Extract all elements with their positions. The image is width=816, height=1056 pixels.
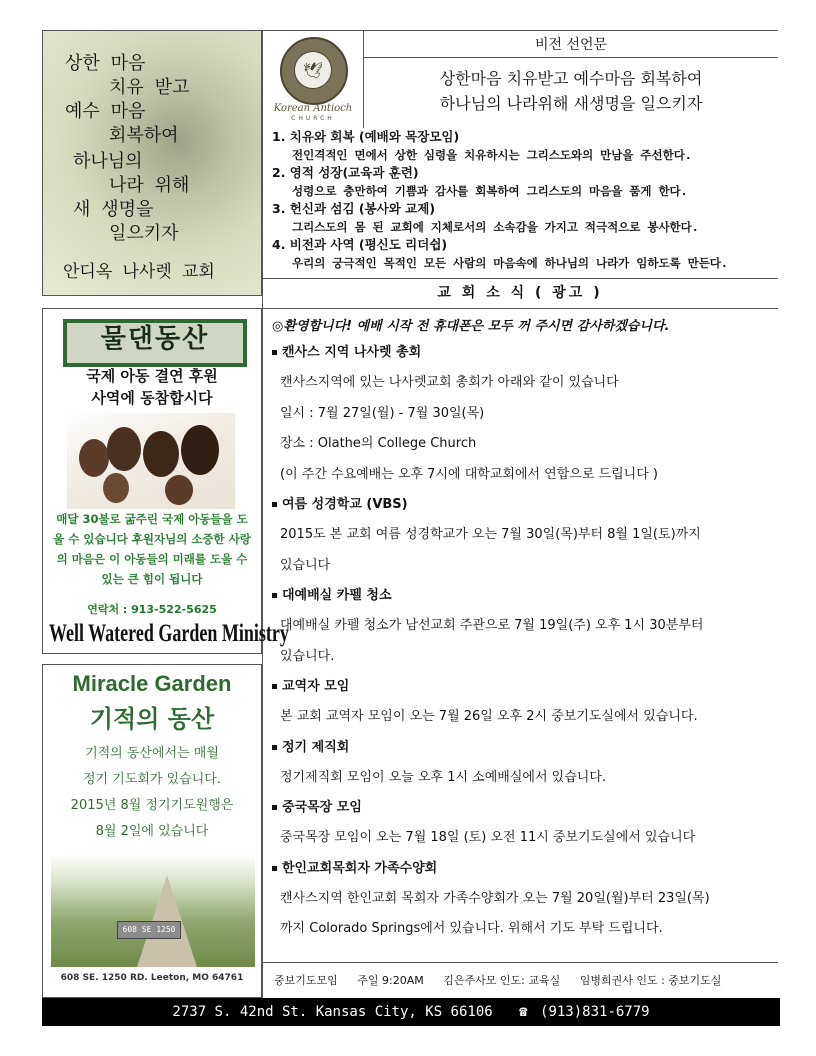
news-item-line: 정기제직회 모임이 오늘 오후 1시 소예배실에서 있습니다. — [280, 769, 607, 785]
ad2-address: 608 SE. 1250 RD. Leeton, MO 64761 — [60, 973, 244, 983]
news-item-title: 캔사스 지역 나사렛 총회 — [272, 338, 782, 368]
church-phone: (913)831-6779 — [540, 1004, 650, 1020]
news-item-line: 까지 Colorado Springs에서 있습니다. 위해서 기도 부탁 드립니다. — [280, 921, 663, 936]
ad2-title-ko: 기적의 동산 — [89, 705, 215, 733]
bullet-icon — [272, 745, 277, 750]
vision-line: 상한마음 치유받고 예수마음 회복하여 — [439, 69, 703, 88]
goal-title: 1. 치유와 회복 (예배와 목장모임) — [272, 129, 460, 144]
welcome-message: ◎환영합니다! 예배 시작 전 휴대폰은 모두 꺼 주시면 감사하겠습니다. — [272, 319, 670, 334]
ad2-title-en: Miracle Garden — [72, 671, 232, 696]
goal-title: 3. 헌신과 섬김 (봉사와 교제) — [272, 201, 436, 216]
poem-line: 나라 위해 — [109, 175, 190, 196]
news-item-line: 캔사스지역에 있는 나사렛교회 총회가 아래와 같이 있습니다 — [280, 375, 619, 390]
bullet-icon — [272, 593, 277, 598]
divider — [262, 962, 778, 963]
schedule-item: 중보기도모임 — [274, 974, 338, 987]
prayer-schedule — [274, 972, 778, 988]
poem-line: 일으키자 — [109, 223, 179, 244]
ad2-line: 기적의 동산에서는 매월 — [85, 746, 219, 761]
vision-line: 하나님의 나라위해 새생명을 일으키자 — [439, 94, 703, 113]
poem-line: 하나님의 — [73, 151, 143, 172]
schedule-item: 김은주사모 인도: 교육실 — [443, 974, 561, 987]
news-item-line: (이 주간 수요예배는 오후 7시에 대학교회에서 연합으로 드립니다 ) — [280, 466, 658, 482]
logo-subtext: CHURCH — [291, 115, 335, 122]
ad1-body: 매달 30불로 굶주린 국제 아동들을 도울 수 있습니다 후원자님의 소중한 사랑의 마음은 이 아동들의 미래를 도울 수 있는 큰 힘이 됩니다 — [53, 512, 251, 586]
country-road-photo — [51, 855, 255, 967]
bullet-icon — [272, 684, 277, 689]
phone-icon: ☎ — [519, 1004, 528, 1020]
church-address: 2737 S. 42nd St. Kansas City, KS 66106 — [172, 1004, 493, 1020]
ad-well-watered-garden — [42, 308, 289, 654]
children-praying-photo — [67, 413, 235, 509]
vision-heading: 비전 선언문 — [364, 30, 778, 58]
poem-line: 회복하여 — [109, 125, 179, 146]
ad1-subtitle — [49, 365, 255, 409]
vision-statement — [364, 66, 778, 116]
news-section — [272, 316, 782, 945]
news-heading: 교 회 소 식 ( 광고 ) — [437, 285, 603, 301]
church-logo — [262, 30, 364, 128]
news-item-line: 장소 : Olathe의 College Church — [280, 436, 477, 451]
poem-line: 상한 마음 — [65, 53, 146, 74]
goal-title: 2. 영적 성장(교육과 훈련) — [272, 165, 419, 180]
news-item-title: 여름 성경학교 (VBS) — [272, 490, 782, 520]
logo-seal-icon — [280, 37, 348, 105]
news-item-title: 중국목장 모임 — [272, 793, 782, 823]
goal-title: 4. 비전과 사역 (평신도 리더쉽) — [272, 237, 448, 252]
dove-icon: 🕊 — [303, 61, 324, 80]
poem-line: 예수 마음 — [65, 101, 146, 122]
goal-desc: 전인격적인 면에서 상한 심령을 치유하시는 그리스도와의 만남을 주선한다. — [292, 148, 692, 162]
ad-miracle-garden — [42, 664, 262, 998]
news-item-line: 2015도 본 교회 여름 성경학교가 오는 7월 30일(목)부터 8월 1일(토)까지 — [280, 527, 701, 542]
goals-list — [272, 128, 782, 272]
news-item-line: 본 교회 교역자 모임이 오는 7월 26일 오후 2시 중보기도실에서 있습니다. — [280, 709, 698, 724]
schedule-item: 임병희권사 인도 : 중보기도실 — [579, 974, 722, 987]
column-divider — [262, 30, 263, 998]
ad1-subtitle-line: 국제 아동 결연 후원 — [86, 367, 218, 385]
news-item-title: 한인교회목회자 가족수양회 — [272, 854, 782, 884]
ad2-line: 정기 기도회가 있습니다. — [83, 772, 221, 787]
footer-bar — [42, 998, 780, 1026]
poem-line: 치유 받고 — [109, 77, 190, 98]
news-item-line: 캔사스지역 한인교회 목회자 가족수양회가 오는 7월 20일(월)부터 23일(목) — [280, 890, 710, 906]
poem-box — [42, 30, 262, 296]
ad2-body — [43, 741, 261, 845]
mailbox-icon: 608 SE 1250 — [117, 921, 181, 939]
ad1-contact: 연락처 : 913-522-5625 — [87, 603, 217, 616]
bullet-icon — [272, 805, 277, 810]
news-item-line: 대예배실 카펠 청소가 남선교회 주관으로 7월 19일(주) 오후 1시 30분부터 — [280, 618, 704, 633]
news-item-line: 일시 : 7월 27일(월) - 7월 30일(목) — [280, 405, 485, 421]
poem-church-name: 안디옥 나사렛 교회 — [63, 262, 215, 282]
bullet-icon — [272, 350, 277, 355]
ad2-line: 8월 2일에 있습니다 — [95, 824, 209, 839]
goal-desc: 우리의 궁극적인 목적인 모든 사람의 마음속에 하나님의 나라가 임하도록 만든다. — [292, 256, 728, 270]
poem-line: 새 생명을 — [73, 199, 154, 220]
news-item-title: 대예배실 카펠 청소 — [272, 581, 782, 611]
schedule-item: 주일 9:20AM — [357, 974, 424, 987]
bullet-icon — [272, 866, 277, 871]
news-item-line: 있습니다 — [280, 557, 331, 573]
ad1-subtitle-line: 사역에 동참합시다 — [91, 389, 213, 407]
ad2-line: 2015년 8월 정기기도원행은 — [70, 798, 234, 813]
news-item-title: 정기 제직회 — [272, 733, 782, 763]
goal-desc: 그리스도의 몸 된 교회에 지체로서의 소속감을 가지고 적극적으로 봉사한다. — [292, 220, 699, 234]
news-item-line: 중국목장 모임이 오는 7월 18일 (토) 오전 11시 중보기도실에서 있습니다 — [280, 830, 696, 845]
divider — [262, 308, 778, 309]
logo-text: Korean Antioch — [273, 103, 353, 114]
news-item-line: 있습니다. — [280, 648, 335, 664]
ad1-title: 물댄동산 — [63, 319, 247, 367]
divider — [262, 278, 778, 279]
goal-desc: 성령으로 충만하여 기쁨과 감사를 회복하여 그리스도의 마음을 품게 한다. — [292, 184, 688, 198]
news-item-title: 교역자 모임 — [272, 672, 782, 702]
ad1-ministry-name: Well Watered Garden Ministry — [49, 618, 289, 647]
bullet-icon — [272, 502, 277, 507]
